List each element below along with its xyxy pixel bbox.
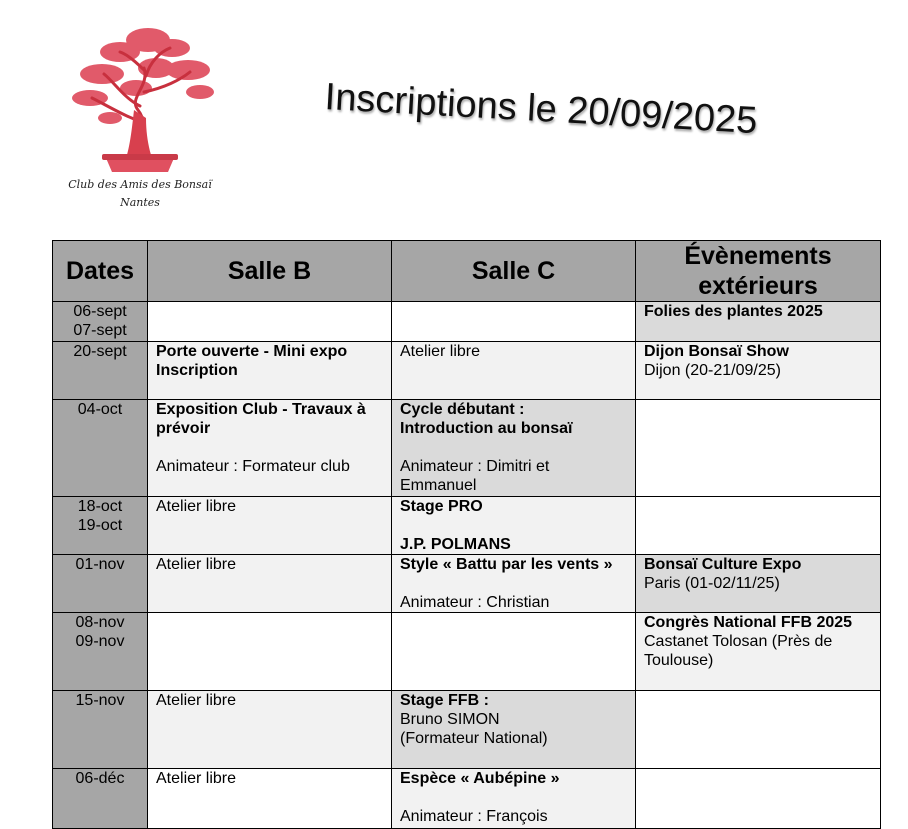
events-cell [636,400,881,497]
header-salle-b: Salle B [148,241,392,302]
cell-line: (Formateur National) [400,730,548,747]
table-row [53,302,881,342]
date-text: 15-nov [75,692,125,709]
cell-line: Exposition Club - Travaux à prévoir [156,401,366,437]
date-text: 06-sept [73,303,127,320]
cell-line: Animateur : Christian [400,594,550,611]
cell-line: Introduction au bonsaï [400,420,573,437]
cell-line: J.P. POLMANS [400,536,511,553]
logo-caption-club: Club des Amis des Bonsaï [68,178,212,191]
spacer [400,788,629,807]
date-cell [53,497,148,555]
events-cell [636,497,881,555]
spacer [400,516,629,535]
cell-line: Stage PRO [400,498,483,515]
cell-line: Congrès National FFB 2025 [644,614,853,631]
salle-b-cell [148,497,392,555]
date-text: 04-oct [77,401,123,418]
cell-line: Folies des plantes 2025 [644,303,823,320]
salle-c-cell [392,613,636,691]
table-row [53,497,881,555]
page-title: Inscriptions le 20/09/2025 [323,76,759,143]
date-cell [53,613,148,691]
salle-c-cell [392,302,636,342]
cell-line: Bonsaï Culture Expo [644,556,802,573]
date-text: 01-nov [75,556,125,573]
cell-line: Inscription [156,362,238,379]
table-row [53,400,881,497]
date-cell [53,400,148,497]
salle-b-cell [148,302,392,342]
cell-line: Atelier libre [156,692,237,709]
cell-line: Atelier libre [400,343,481,360]
salle-c-cell [392,691,636,769]
cell-line: Porte ouverte - Mini expo [156,343,348,360]
date-cell [53,691,148,769]
date-cell [53,342,148,400]
table-row [53,555,881,613]
spacer [400,438,629,457]
date-text: 08-nov [75,614,125,631]
salle-b-cell [148,400,392,497]
salle-b-cell [148,691,392,769]
events-cell [636,691,881,769]
events-cell [636,342,881,400]
salle-b-cell [148,342,392,400]
date-text: 07-sept [73,322,127,339]
cell-line: Bruno SIMON [400,711,500,728]
table-row [53,342,881,400]
salle-c-cell [392,497,636,555]
cell-line: Animateur : Dimitri et Emmanuel [400,458,550,494]
cell-line: Paris (01-02/11/25) [644,575,780,592]
events-cell [636,555,881,613]
spacer [156,438,385,457]
events-cell [636,613,881,691]
header-salle-c: Salle C [392,241,636,302]
header-events: Évènements extérieurs [636,241,881,302]
cell-line: Stage FFB : [400,692,489,709]
cell-line: Animateur : François [400,808,548,825]
table-row [53,691,881,769]
cell-line: Espèce « Aubépine » [400,770,560,787]
bonsai-tree-icon [60,18,220,178]
date-text: 19-oct [77,517,123,534]
header-row [53,241,881,302]
table-row [53,613,881,691]
header-dates: Dates [53,241,148,302]
table-row [53,769,881,829]
schedule-table [52,240,881,829]
salle-b-cell [148,555,392,613]
salle-c-cell [392,342,636,400]
club-logo [60,18,230,218]
salle-c-cell [392,769,636,829]
salle-b-cell [148,613,392,691]
salle-b-cell [148,769,392,829]
cell-line: Dijon Bonsaï Show [644,343,789,360]
events-cell [636,302,881,342]
cell-line: Atelier libre [156,556,237,573]
cell-line: Castanet Tolosan (Près de Toulouse) [644,633,833,669]
cell-line: Animateur : Formateur club [156,458,350,475]
cell-line: Style « Battu par les vents » [400,556,613,573]
date-cell [53,769,148,829]
cell-line: Cycle débutant : [400,401,525,418]
date-cell [53,302,148,342]
salle-c-cell [392,555,636,613]
spacer [400,574,629,593]
cell-line: Dijon (20-21/09/25) [644,362,781,379]
cell-line: Atelier libre [156,770,237,787]
date-text: 06-déc [75,770,125,787]
date-text: 20-sept [73,343,127,360]
salle-c-cell [392,400,636,497]
date-text: 09-nov [75,633,125,650]
events-cell [636,769,881,829]
date-text: 18-oct [77,498,123,515]
logo-caption-city: Nantes [120,196,160,209]
date-cell [53,555,148,613]
cell-line: Atelier libre [156,498,237,515]
